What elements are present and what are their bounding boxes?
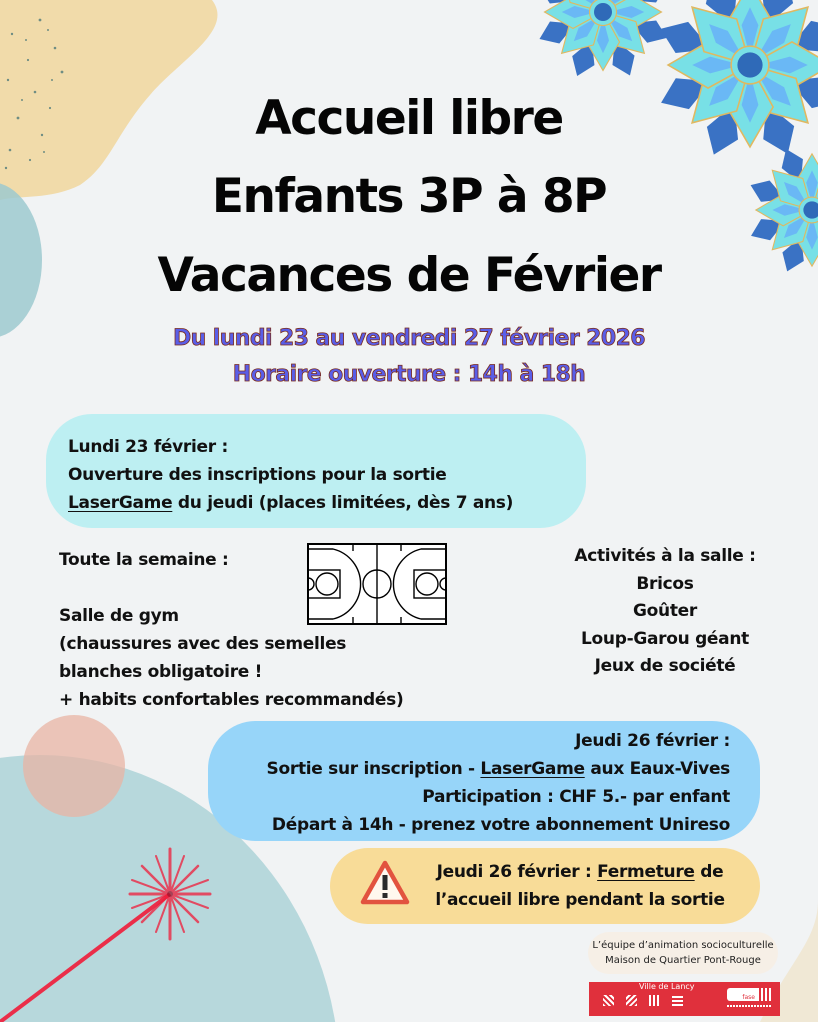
activities-section bbox=[560, 543, 770, 681]
date-range: Du lundi 23 au vendredi 27 février 2026 bbox=[173, 326, 645, 351]
activity-item: Jeux de société bbox=[594, 656, 736, 676]
lancy-logo-label: Ville de Lancy bbox=[639, 982, 695, 991]
week-line-4: + habits confortables recommandés) bbox=[59, 690, 404, 710]
activity-item: Bricos bbox=[636, 573, 694, 594]
thursday-line-1 bbox=[208, 755, 730, 783]
basketball-court-icon bbox=[307, 543, 447, 625]
thursday-line-1-pre: Sortie sur inscription - bbox=[266, 759, 481, 779]
crest-icon bbox=[672, 995, 683, 1006]
crest-icon bbox=[649, 995, 660, 1006]
warning-line-1 bbox=[425, 858, 735, 886]
monday-info-box bbox=[46, 414, 586, 528]
team-credit bbox=[588, 932, 778, 974]
fase-logo-stripes bbox=[757, 988, 771, 1001]
thursday-line-3: Départ à 14h - prenez votre abonnement Unireso bbox=[271, 815, 730, 835]
week-line-2: (chaussures avec des semelles bbox=[59, 634, 347, 654]
crest-icon bbox=[603, 995, 614, 1006]
thursday-line-2: Participation : CHF 5.- par enfant bbox=[422, 787, 730, 807]
monday-line-1: Ouverture des inscriptions pour la sortie bbox=[68, 465, 447, 485]
activities-heading: Activités à la salle : bbox=[574, 546, 756, 566]
warning-icon bbox=[360, 860, 410, 906]
thursday-heading: Jeudi 26 février : bbox=[575, 731, 730, 751]
monday-line-2-rest: du jeudi (places limitées, dès 7 ans) bbox=[172, 493, 514, 513]
monday-heading: Lundi 23 février : bbox=[68, 437, 228, 457]
closure-word: Fermeture bbox=[597, 862, 695, 882]
team-credit-line-2: Maison de Quartier Pont-Rouge bbox=[605, 955, 761, 966]
warning-line-1-post: de bbox=[694, 862, 724, 882]
monday-line-2 bbox=[68, 489, 586, 517]
title-line-2: Enfants 3P à 8P bbox=[211, 169, 607, 224]
week-line-1: Salle de gym bbox=[59, 606, 179, 626]
closure-warning-box bbox=[330, 848, 760, 924]
thursday-line-1-post: aux Eaux-Vives bbox=[584, 759, 730, 779]
activity-item: Loup-Garou géant bbox=[581, 628, 749, 649]
crest-icon bbox=[626, 995, 637, 1006]
warning-line-2: l’accueil libre pendant la sortie bbox=[435, 890, 725, 910]
week-heading: Toute la semaine : bbox=[59, 550, 229, 570]
title-line-3: Vacances de Février bbox=[157, 248, 661, 303]
week-line-3: blanches obligatoire ! bbox=[59, 662, 263, 682]
partner-logos bbox=[589, 982, 780, 1016]
fase-logo bbox=[727, 988, 757, 1001]
lasergame-link: LaserGame bbox=[68, 493, 173, 513]
opening-hours: Horaire ouverture : 14h à 18h bbox=[232, 362, 586, 387]
fase-logo-label: fase bbox=[742, 994, 755, 1001]
warning-text bbox=[425, 858, 735, 914]
lasergame-link: LaserGame bbox=[480, 759, 585, 779]
lancy-crest-icons bbox=[603, 995, 683, 1006]
warning-line-1-pre: Jeudi 26 février : bbox=[436, 862, 598, 882]
fase-logo-underline bbox=[727, 1005, 771, 1007]
activity-item: Goûter bbox=[633, 601, 697, 621]
title-line-1: Accueil libre bbox=[255, 91, 563, 146]
team-credit-line-1: L’équipe d’animation socioculturelle bbox=[592, 940, 774, 951]
thursday-info-box bbox=[208, 721, 760, 841]
